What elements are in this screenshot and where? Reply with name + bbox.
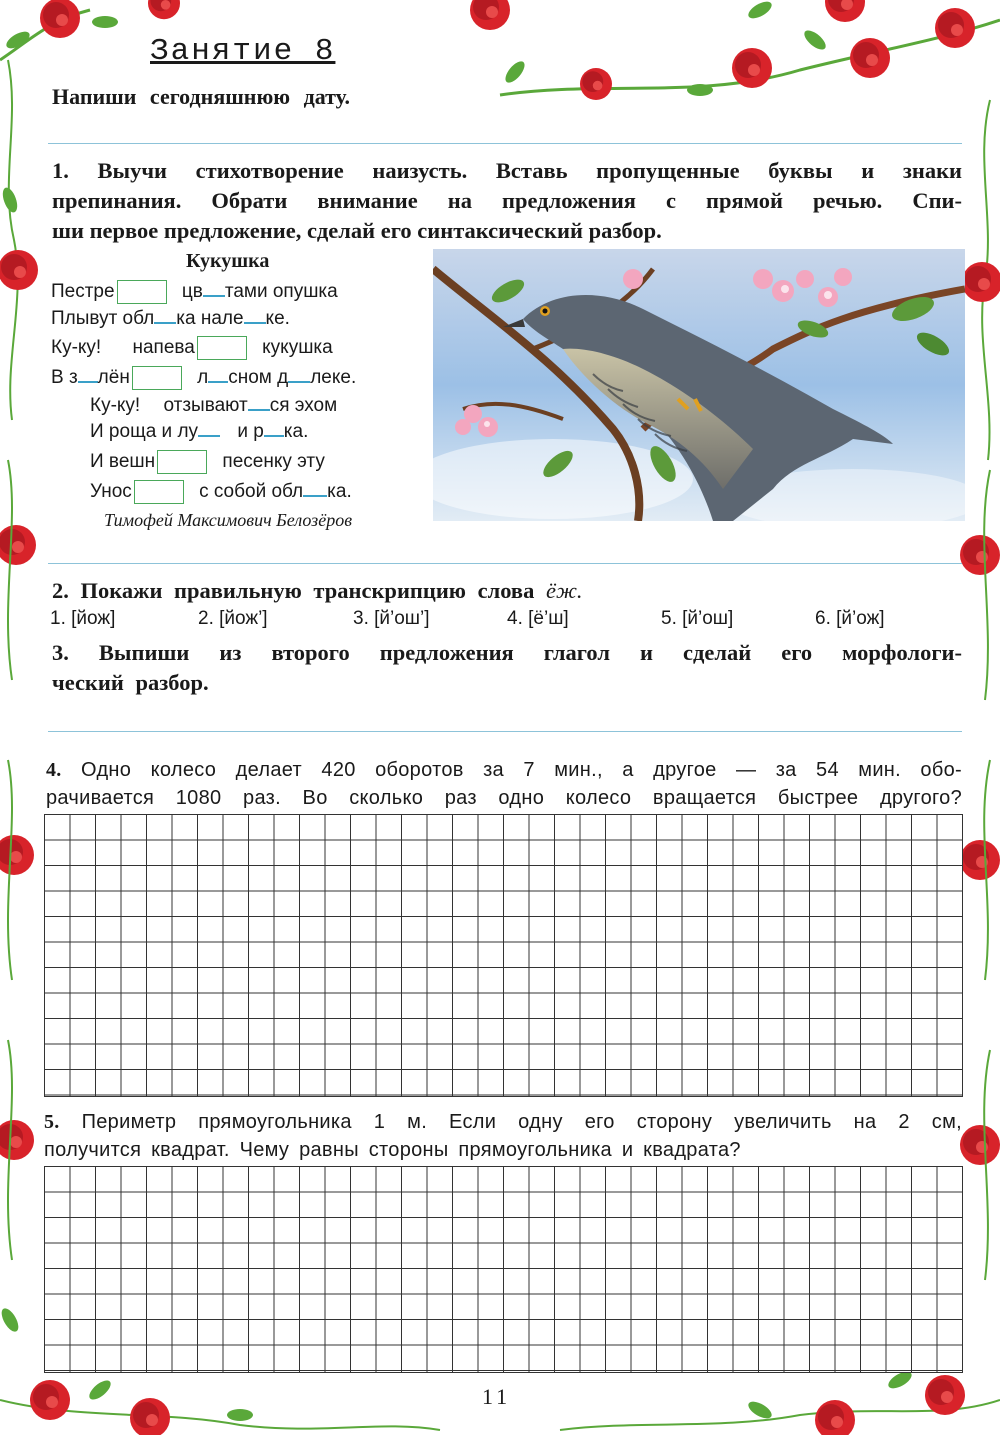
- task-5-number: 5.: [44, 1111, 60, 1133]
- letter-gap[interactable]: [203, 281, 225, 297]
- letter-gap[interactable]: [198, 421, 220, 437]
- poem-text: кукушка: [262, 337, 333, 359]
- poem-line-6: [90, 421, 308, 443]
- letter-gap-box[interactable]: [117, 280, 167, 304]
- poem-text: леке.: [310, 367, 357, 389]
- task-3-line: ческий разбор.: [52, 670, 209, 695]
- poem-text: ка.: [327, 481, 352, 503]
- poem-title: Кукушка: [186, 250, 270, 272]
- divider: [48, 731, 962, 732]
- poem-text: И вешн: [90, 451, 156, 473]
- poem-line-4: [51, 366, 356, 390]
- task-4-line: рачивается 1080 раз. Во сколько раз одно колесо вращается быстрее другого?: [46, 787, 962, 809]
- page-number: 11: [482, 1384, 512, 1409]
- letter-gap-box[interactable]: [197, 336, 247, 360]
- poem-text: с собой обл: [199, 481, 304, 503]
- poem-text: И роща и лу: [90, 421, 199, 442]
- poem-text: В з: [51, 367, 78, 389]
- letter-gap[interactable]: [78, 367, 98, 383]
- task-2-word: ёж.: [545, 578, 583, 603]
- poem-text: тами опушка: [224, 281, 338, 303]
- letter-gap-box[interactable]: [134, 480, 184, 504]
- poem-text: цв: [181, 281, 203, 303]
- letter-gap[interactable]: [208, 367, 228, 383]
- task-1-line: ши первое предложение, сделай его синтаксический разбор.: [52, 218, 662, 243]
- poem-text: ка.: [283, 421, 309, 442]
- letter-gap[interactable]: [244, 308, 266, 324]
- task-1-instructions: [52, 156, 962, 246]
- poem-text: Унос: [90, 481, 132, 503]
- divider: [48, 143, 962, 144]
- poem-text: песенку эту: [222, 451, 325, 473]
- answer-grid-task-4[interactable]: [44, 814, 963, 1097]
- letter-gap-box[interactable]: [157, 450, 207, 474]
- poem-line-2: [51, 308, 290, 330]
- poem-text: ка нале: [176, 308, 244, 329]
- transcription-option-1: 1. [йож]: [50, 608, 116, 629]
- poem-text: Ку-ку!: [51, 337, 102, 359]
- task-4-text: [46, 756, 962, 812]
- letter-gap[interactable]: [248, 395, 270, 411]
- poem-line-3: [51, 336, 333, 360]
- task-3-line: 3. Выпиши из второго предложения глагол и сделай его морфологи-: [52, 640, 962, 665]
- poem-text: Пестре: [51, 281, 115, 303]
- task-1-line: препинания. Обрати внимание на предложения с прямой речью. Спи-: [52, 188, 962, 213]
- poem-text: лён: [97, 367, 130, 389]
- poem-author: Тимофей Максимович Белозёров: [104, 510, 353, 530]
- task-3-instructions: [52, 638, 962, 698]
- poem-line-5: [90, 395, 337, 417]
- page-title: Занятие 8: [150, 34, 336, 69]
- poem-line-8: [90, 480, 352, 504]
- letter-gap[interactable]: [154, 308, 176, 324]
- poem-text: и р: [237, 421, 264, 442]
- letter-gap-box[interactable]: [132, 366, 182, 390]
- transcription-option-2: 2. [йож’]: [198, 608, 268, 629]
- task-2-text: 2. Покажи правильную транскрипцию слова: [52, 578, 546, 603]
- poem-text: Ку-ку!: [90, 395, 141, 416]
- letter-gap[interactable]: [288, 367, 310, 383]
- poem-text: отзывают: [163, 395, 248, 416]
- poem-text: л: [197, 367, 209, 389]
- poem-text: ке.: [265, 308, 290, 329]
- transcription-option-4: 4. [ё’ш]: [507, 608, 569, 629]
- poem-text: ся эхом: [269, 395, 338, 416]
- letter-gap[interactable]: [303, 481, 327, 497]
- task-4-line: Одно колесо делает 420 оборотов за 7 мин., а другое — за 54 мин. обо-: [81, 759, 962, 781]
- letter-gap[interactable]: [264, 421, 284, 437]
- answer-grid-task-5[interactable]: [44, 1166, 963, 1373]
- task-4-number: 4.: [46, 759, 62, 781]
- poem-text: напева: [132, 337, 195, 359]
- task-2-instructions: [52, 576, 583, 606]
- task-1-line: 1. Выучи стихотворение наизусть. Вставь пропущенные буквы и знаки: [52, 158, 962, 183]
- transcription-option-5: 5. [й’ош]: [661, 608, 734, 629]
- poem-text: Плывут обл: [51, 308, 155, 329]
- task-5-text: [44, 1108, 962, 1164]
- task-5-line: получится квадрат. Чему равны стороны прямоугольника и квадрата?: [44, 1139, 741, 1161]
- transcription-option-6: 6. [й’ож]: [815, 608, 885, 629]
- task-5-line: Периметр прямоугольника 1 м. Если одну его сторону увеличить на 2 см,: [81, 1111, 962, 1133]
- date-prompt: Напиши сегодняшнюю дату.: [52, 84, 350, 109]
- poem-line-1: [51, 280, 338, 304]
- transcription-option-3: 3. [й’ош’]: [353, 608, 430, 629]
- poem-line-7: [90, 450, 325, 474]
- divider: [48, 563, 962, 564]
- cuckoo-illustration: [433, 249, 965, 521]
- poem-text: сном д: [228, 367, 289, 389]
